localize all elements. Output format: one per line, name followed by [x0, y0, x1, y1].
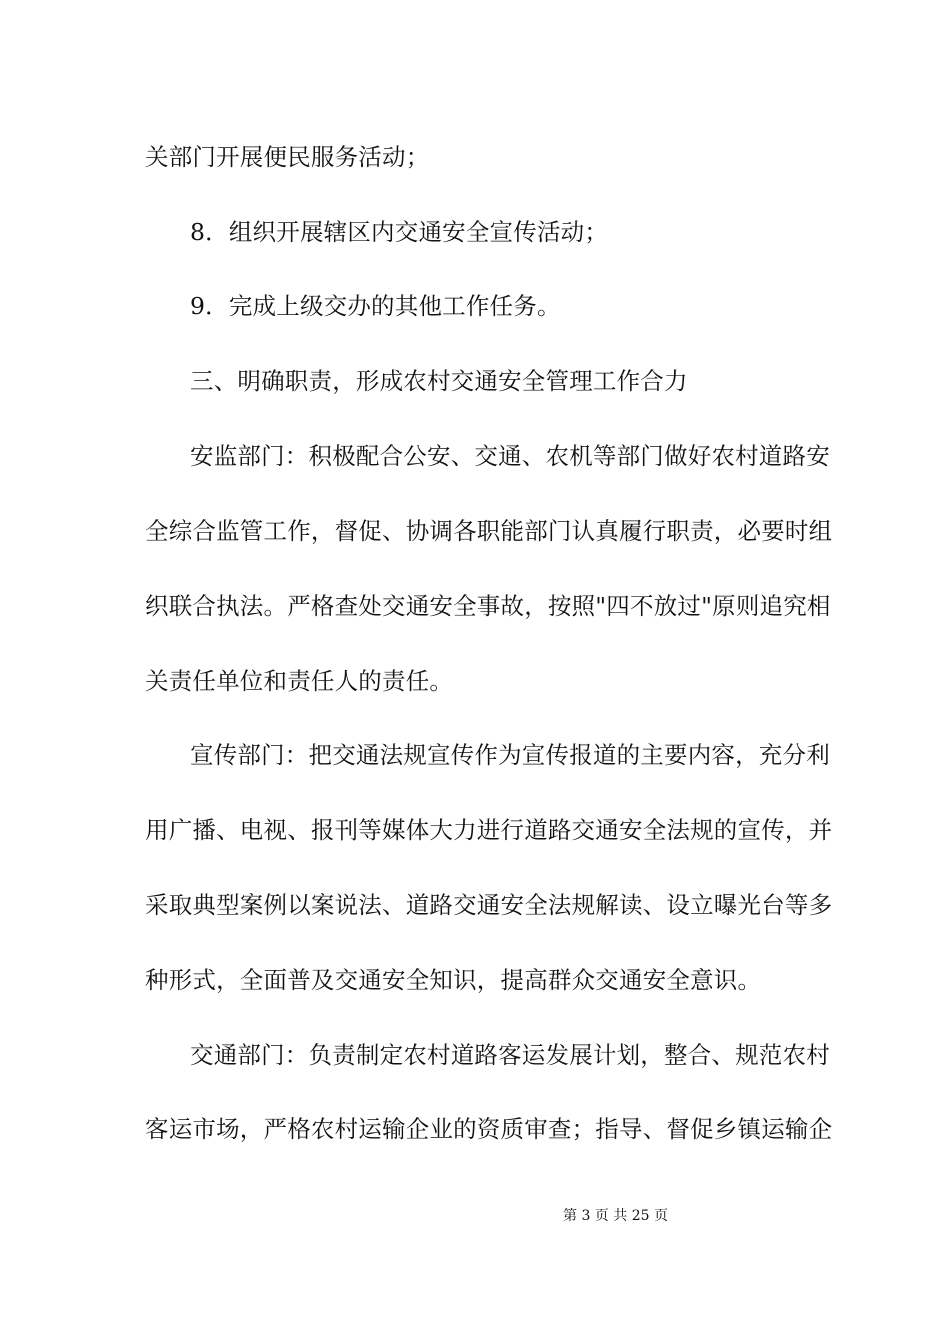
paragraph-safety-line-3: 织联合执法。严格查处交通安全事故，按照"四不放过"原则追究相 [145, 592, 831, 620]
paragraph-safety-line-4: 关责任单位和责任人的责任。 [145, 667, 454, 695]
text-line-1: 关部门开展便民服务活动； [145, 143, 430, 171]
list-item-9: 9．完成上级交办的其他工作任务。 [190, 292, 561, 320]
paragraph-publicity-line-4: 种形式，全面普及交通安全知识，提高群众交通安全意识。 [145, 966, 762, 994]
paragraph-publicity-line-2: 用广播、电视、报刊等媒体大力进行道路交通安全法规的宣传，并 [145, 816, 833, 844]
paragraph-transport-line-1: 交通部门：负责制定农村道路客运发展计划，整合、规范农村 [190, 1041, 830, 1069]
list-item-8: 8．组织开展辖区内交通安全宣传活动； [190, 218, 609, 246]
section-heading-3: 三、明确职责，形成农村交通安全管理工作合力 [190, 367, 688, 395]
paragraph-transport-line-2: 客运市场，严格农村运输企业的资质审查；指导、督促乡镇运输企 [145, 1115, 833, 1143]
paragraph-publicity-line-1: 宣传部门：把交通法规宣传作为宣传报道的主要内容，充分利 [190, 741, 830, 769]
paragraph-safety-line-1: 安监部门：积极配合公安、交通、农机等部门做好农村道路安 [190, 442, 830, 470]
paragraph-safety-line-2: 全综合监管工作，督促、协调各职能部门认真履行职责，必要时组 [145, 517, 833, 545]
page-number-footer: 第 3 页 共 25 页 [563, 1208, 668, 1224]
paragraph-publicity-line-3: 采取典型案例以案说法、道路交通安全法规解读、设立曝光台等多 [145, 891, 833, 919]
